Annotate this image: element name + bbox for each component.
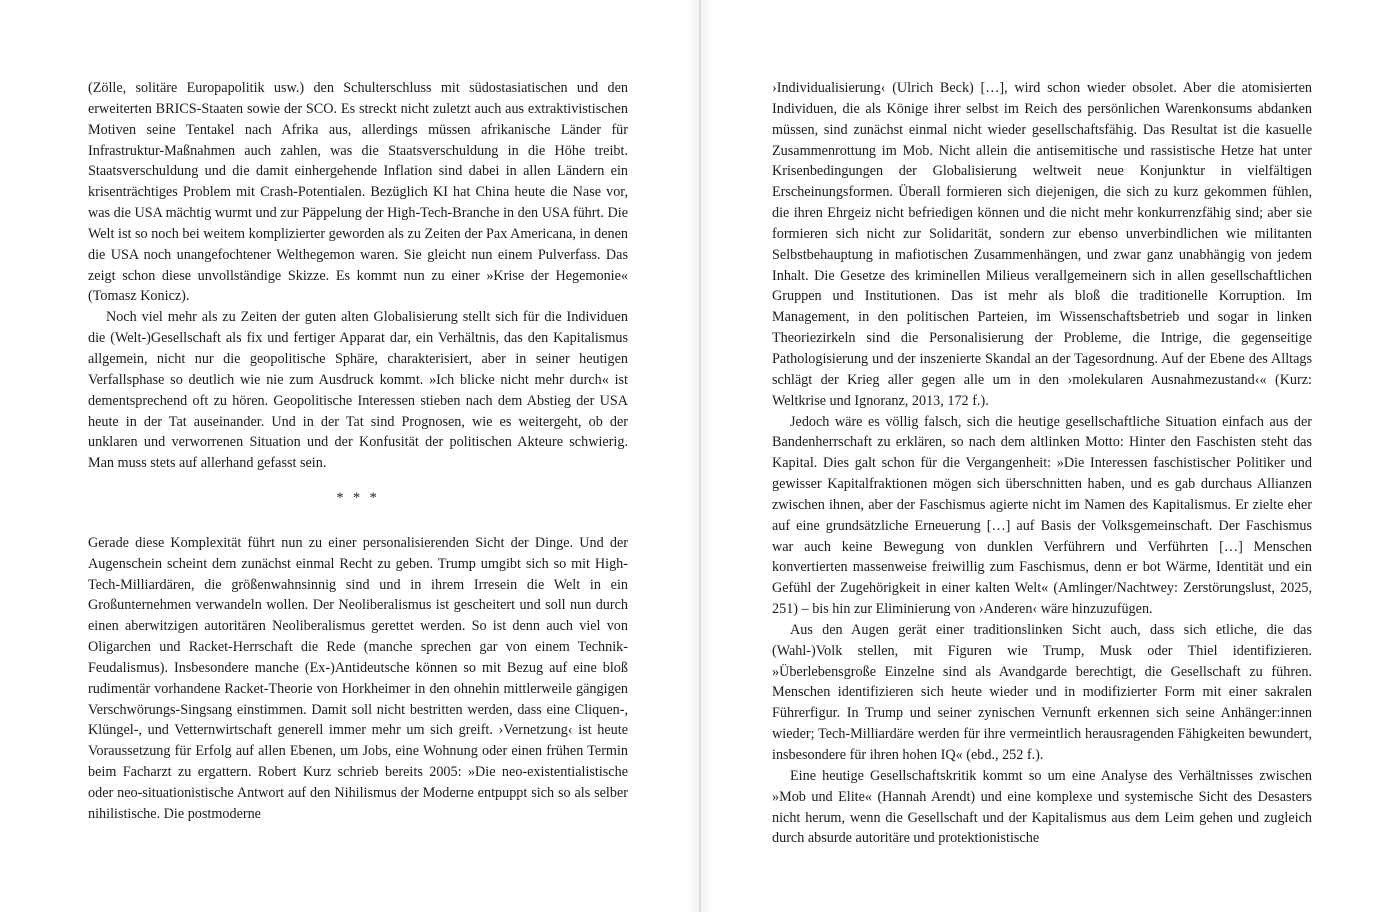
paragraph: Gerade diese Komplexität führt nun zu einer personalisierenden Sicht der Dinge. Und der Augenschein scheint dem zunächst einmal Recht zu geben. Trump umgibt sich so mit High-Tech-Milliardären, die größenwahnsinnig sind und in ihrem Irresein die Welt in ein Großunternehmen verwandeln wollen. Der Neoliberalismus ist gescheitert und soll nun durch einen aberwitzigen autoritären Neoliberalismus gerettet werden. So ist denn auch viel von Oligarchen und Racket-Herrschaft die Rede (manche sprechen gar von einem Technik-Feudalismus). Insbesondere manche (Ex-)Antideutsche können so mit Bezug auf eine bloß rudimentär vorhandene Racket-Theorie von Horkheimer in den ohnehin mittlerweile gängigen Verschwörungs-Singsang einstimmen. Damit soll nicht bestritten werden, dass eine Cliquen-, Klüngel-, und Vetternwirtschaft generell immer mehr um sich greift. ›Vernetzung‹ ist heute Voraussetzung für Erfolg auf allen Ebenen, um Jobs, eine Wohnung oder einen frühen Termin beim Facharzt zu ergattern. Robert Kurz schrieb bereits 2005: »Die neo-existentialistische oder neo-situationistische Antwort auf den Nihilismus der Moderne entpuppt sich so als selber nihilistische. Die postmoderne [88, 534, 628, 822]
paragraph: (Zölle, solitäre Europapolitik usw.) den Schulterschluss mit südostasiatischen und den erweiterten BRICS-Staaten sowie der SCO. Es streckt nicht zuletzt auch aus extraktivistischen Motiven seine Tentakel nach Afrika aus, allerdings müssen afrikanische Länder für Infrastruktur-Maßnahmen auch zahlen, was die Staatsverschuldung in die Höhe treibt. Staatsverschuldung und die damit einhergehende Inflation sind dabei in allen Ländern ein krisenträchtiges Problem mit Crash-Potentialen. Bezüglich KI hat China heute die Nase vor, was die USA mächtig wurmt und zur Päppelung der High-Tech-Branche in den USA führt. Die Welt ist so noch bei weitem komplizierter geworden als zu Zeiten der Pax Americana, in denen die USA noch unangefochtener Welthegemon waren. Sie gleicht nun einem Pulverfass. Das zeigt schon diese unvollständige Skizze. Es kommt nun zu einer »Krise der Hegemonie« (Tomasz Konicz). [88, 80, 628, 305]
paragraph: Noch viel mehr als zu Zeiten der guten alten Globalisierung stellt sich für die Individuen die (Welt-)Gesellschaft als fix und fertiger Apparat dar, ein Verhältnis, das den Kapitalismus allgemein, nicht nur die geopolitische Sphäre, charakterisiert, aber in seiner heutigen Verfallsphase so deutlich wie nie zum Ausdruck kommt. »Ich blicke nicht mehr durch« ist dementsprechend oft zu hören. Geopolitische Interessen stieben nach dem Abstieg der USA heute in der Tat auseinander. Und in der Tat sind Prognosen, wie es weitergeht, ob der unklaren und verworrenen Situation und der Konfusität der politischen Akteure schwierig. Man muss stets auf allerhand gefasst sein. [88, 309, 628, 472]
left-page [0, 0, 699, 912]
paragraph: ›Individualisierung‹ (Ulrich Beck) […], wird schon wieder obsolet. Aber die atomisierten Individuen, die als Könige ihrer selbst im Reich des persönlichen Warenkonsums abdanken müssen, sind zunächst einmal nicht wieder gesellschaftsfähig. Das Resultat ist die kasuelle Zusammenrottung im Mob. Nicht allein die antisemitische und rassistische Hetze hat unter Krisenbedingungen der Globalisierung weltweit neue Konjunktur in vielfältigen Erscheinungsformen. Überall formieren sich diejenigen, die sich zu kurz gekommen fühlen, die ihren Ehrgeiz nicht befriedigen können und die nicht mehr konkurrenzfähig sind; aber sie formieren sich nicht zur Solidarität, sondern zur ebenso unverbindlichen wie militanten Selbstbehauptung in mafiotischen Zusammenhängen, und zwar ganz unabhängig von jedem Inhalt. Die Gesetze des kriminellen Milieus verallgemeinern sich in allen gesellschaftlichen Gruppen und Institutionen. Das ist mehr als bloß die traditionelle Korruption. Im Management, in den politischen Parteien, im Wissenschaftsbetrieb und sogar in linken Theoriezirkeln sind die Personalisierung der Probleme, die Intrige, die gegenseitige Pathologisierung und der inszenierte Skandal an der Tagesordnung. Auf der Ebene des Alltags schlägt der Krieg aller gegen alle um in den ›molekularen Ausnahmezustand‹« (Kurz: Weltkrise und Ignoranz, 2013, 172 f.). [772, 80, 1312, 409]
right-page [701, 0, 1400, 912]
paragraph: Aus den Augen gerät einer traditionslinken Sicht auch, dass sich etliche, die das (Wahl-)Volk stellen, mit Figuren wie Trump, Musk oder Thiel identifizieren. »Überlebensgroße Einzelne sind als Avandgarde berechtigt, die Gesellschaft zu führen. Menschen identifizieren sich heute wieder und in modifizierter Form mit einer sakralen Führerfigur. In Trump und seiner zynischen Vernunft erkennen sich seine Anhänger:innen wieder; Tech-Milliardäre werden für ihre vermeintlich herausragenden Fähigkeiten bewundert, insbesondere für ihren hohen IQ« (ebd., 252 f.). [772, 621, 1312, 763]
left-page-text [88, 78, 628, 825]
paragraph: Eine heutige Gesellschaftskritik kommt so um eine Analyse des Verhältnisses zwischen »Mob und Elite« (Hannah Arendt) und eine komplexe und systemische Sicht des Desasters nicht herum, wenn die Gesellschaft und der Kapitalismus aus dem Leim gehen und zugleich durch absurde autoritäre und protektionistische [772, 767, 1312, 847]
right-page-text [772, 78, 1312, 849]
paragraph: Jedoch wäre es völlig falsch, sich die heutige gesellschaftliche Situation einfach aus der Bandenherrschaft zu erklären, so nach dem altlinken Motto: Hinter den Faschisten steht das Kapital. Dies galt schon für die Vergangenheit: »Die Interessen faschistischer Politiker und gewisser Kapitalfraktionen mögen sich überschnitten haben, und es gab durchaus Allianzen zwischen ihnen, aber der Faschismus agierte nicht im Namen des Kapitalismus. Er zielte eher auf eine grundsätzliche Erneuerung […] auf Basis der Volksgemeinschaft. Der Faschismus war auch keine Bewegung von dunklen Verführern und Verführten […] Menschen konvertierten massenweise freiwillig zum Faschismus, denn er bot Wärme, Identität und ein Gefühl der Zugehörigkeit in einer kalten Welt« (Amlinger/Nachtwey: Zerstörungslust, 2025, 251) – bis hin zur Eliminierung von ›Anderen‹ wäre hinzuzufügen. [772, 413, 1312, 618]
section-break: * * * [336, 490, 380, 507]
